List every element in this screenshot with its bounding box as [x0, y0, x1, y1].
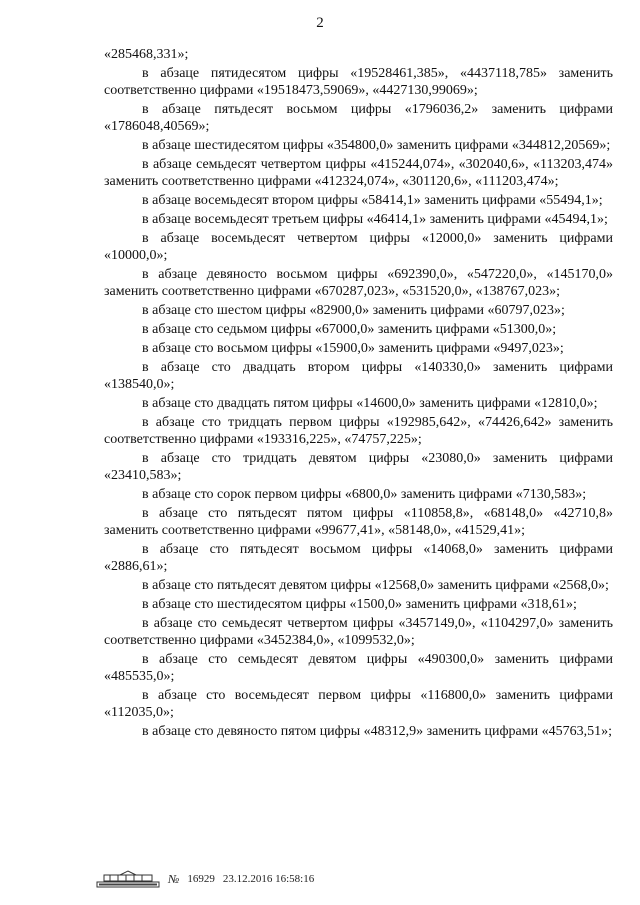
paragraph-25: в абзаце сто девяносто пятом цифры «48312,9» заменить цифрами «45763,51»; [142, 724, 612, 739]
paragraph-7: в абзаце восемьдесят третьем цифры «46414,1» заменить цифрами «45494,1»; [142, 212, 608, 227]
paragraph-4: в абзаце шестидесятом цифры «354800,0» заменить цифрами «344812,20569»; [142, 138, 611, 153]
paragraph-11: в абзаце сто седьмом цифры «67000,0» заменить цифрами «51300,0»; [142, 322, 557, 337]
paragraph-21: в абзаце сто шестидесятом цифры «1500,0» заменить цифрами «318,61»; [142, 597, 577, 612]
document-footer [96, 866, 314, 892]
paragraph-9: в абзаце девяносто восьмом цифры «692390,0», «547220,0», «145170,0» заменить соответственно цифрами «670287,023», «531520,0», «138767,023»; [104, 267, 613, 299]
paragraph-3: в абзаце пятьдесят восьмом цифры «1796036,2» заменить цифрами «1786048,40569»; [104, 102, 613, 134]
paragraph-10: в абзаце сто шестом цифры «82900,0» заменить цифрами «60797,023»; [142, 303, 565, 318]
paragraph-8: в абзаце восемьдесят четвертом цифры «12000,0» заменить цифрами «10000,0»; [104, 231, 613, 263]
paragraph-1: «285468,331»; [104, 47, 189, 62]
paragraph-23: в абзаце сто семьдесят девятом цифры «490300,0» заменить цифрами «485535,0»; [104, 652, 613, 684]
registry-logo-icon [96, 870, 160, 888]
paragraph-15: в абзаце сто тридцать первом цифры «192985,642», «74426,642» заменить соответственно цифрами «193316,225», «74757,225»; [104, 415, 613, 447]
paragraph-19: в абзаце сто пятьдесят восьмом цифры «14068,0» заменить цифрами «2886,61»; [104, 542, 613, 574]
paragraph-14: в абзаце сто двадцать пятом цифры «14600,0» заменить цифрами «12810,0»; [142, 396, 598, 411]
paragraph-20: в абзаце сто пятьдесят девятом цифры «12568,0» заменить цифрами «2568,0»; [142, 578, 609, 593]
paragraph-16: в абзаце сто тридцать девятом цифры «23080,0» заменить цифрами «23410,583»; [104, 451, 613, 483]
document-timestamp: 23.12.2016 16:58:16 [222, 873, 315, 885]
paragraph-12: в абзаце сто восьмом цифры «15900,0» заменить цифрами «9497,023»; [142, 341, 564, 356]
paragraph-5: в абзаце семьдесят четвертом цифры «415244,074», «302040,6», «113203,474» заменить соответственно цифрами «412324,074», «301120,6», «111203,474»; [104, 157, 613, 189]
paragraph-2: в абзаце пятидесятом цифры «19528461,385», «4437118,785» заменить соответственно цифрами «19518473,59069», «4427130,99069»; [104, 66, 613, 98]
paragraph-18: в абзаце сто пятьдесят пятом цифры «110858,8», «68148,0» «42710,8» заменить соответственно цифрами «99677,41», «58148,0», «41529,41»; [104, 506, 613, 538]
paragraph-13: в абзаце сто двадцать втором цифры «140330,0» заменить цифрами «138540,0»; [104, 360, 613, 392]
page-number: 2 [316, 15, 324, 31]
document-body [104, 46, 613, 742]
paragraph-17: в абзаце сто сорок первом цифры «6800,0» заменить цифрами «7130,583»; [142, 487, 587, 502]
document-number: 16929 [187, 873, 215, 885]
paragraph-24: в абзаце сто восемьдесят первом цифры «116800,0» заменить цифрами «112035,0»; [104, 688, 613, 720]
paragraph-6: в абзаце восемьдесят втором цифры «58414,1» заменить цифрами «55494,1»; [142, 193, 603, 208]
document-number-sign: № [168, 871, 180, 886]
paragraph-22: в абзаце сто семьдесят четвертом цифры «3457149,0», «1104297,0» заменить соответственно цифрами «3452384,0», «1099532,0»; [104, 616, 613, 648]
